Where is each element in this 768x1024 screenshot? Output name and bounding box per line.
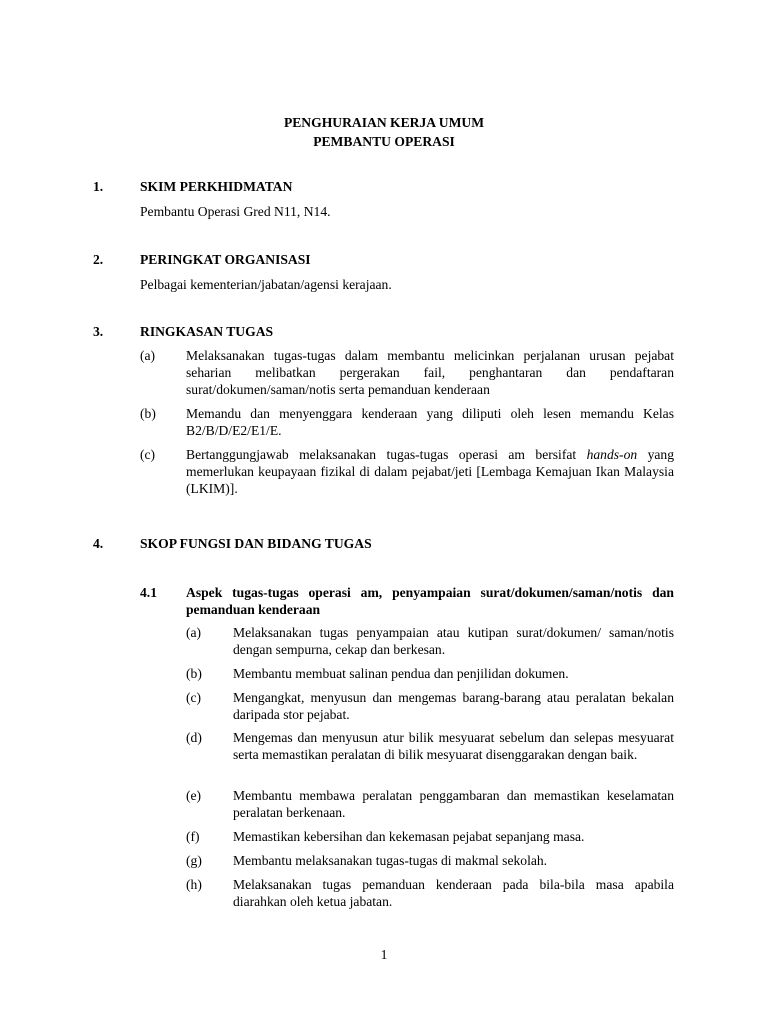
subsection-item-e-label: (e) bbox=[186, 788, 202, 803]
subsection-item-c-text: Mengangkat, menyusun dan mengemas barang-barang atau peralatan bekalan daripada stor pejabat. bbox=[233, 690, 674, 723]
subsection-item-d-text: Mengemas dan menyusun atur bilik mesyuarat sebelum dan selepas mesyuarat serta memastikan peralatan di bilik mesyuarat disenggarakan dengan baik. bbox=[233, 730, 674, 763]
section-2-body: Pelbagai kementerian/jabatan/agensi kerajaan. bbox=[140, 277, 392, 292]
section-2-number: 2. bbox=[93, 252, 104, 267]
section-3-item-a-text: Melaksanakan tugas-tugas dalam membantu melicinkan perjalanan urusan pejabat seharian melibatkan pergerakan fail, penghantaran dan pendaftaran surat/dokumen/saman/notis serta pemanduan kenderaan bbox=[186, 348, 674, 398]
section-3-item-c-text: Bertanggungjawab melaksanakan tugas-tugas operasi am bersifat hands-on yang memerlukan keupayaan fizikal di dalam pejabat/jeti [Lembaga Kemajuan Ikan Malaysia (LKIM)]. bbox=[186, 447, 674, 497]
subsection-item-h-text: Melaksanakan tugas pemanduan kenderaan pada bila-bila masa apabila diarahkan oleh ketua jabatan. bbox=[233, 877, 674, 910]
section-3-item-b-label: (b) bbox=[140, 406, 156, 421]
subsection-item-c-label: (c) bbox=[186, 690, 202, 705]
section-3-item-b-text: Memandu dan menyenggara kenderaan yang diliputi oleh lesen memandu Kelas B2/B/D/E2/E1/E. bbox=[186, 406, 674, 439]
section-3-number: 3. bbox=[93, 324, 104, 339]
subsection-item-b-text: Membantu membuat salinan pendua dan penjilidan dokumen. bbox=[233, 666, 569, 681]
subsection-4-1-number: 4.1 bbox=[140, 585, 157, 600]
section-4-number: 4. bbox=[93, 536, 104, 551]
subsection-item-f-text: Memastikan kebersihan dan kekemasan pejabat sepanjang masa. bbox=[233, 829, 585, 844]
section-1-body: Pembantu Operasi Gred N11, N14. bbox=[140, 204, 331, 219]
section-3-item-a-label: (a) bbox=[140, 348, 156, 363]
subsection-item-f-label: (f) bbox=[186, 829, 200, 844]
section-1-heading: SKIM PERKHIDMATAN bbox=[140, 179, 293, 194]
subsection-item-a-label: (a) bbox=[186, 625, 202, 640]
section-3-heading: RINGKASAN TUGAS bbox=[140, 324, 274, 339]
section-3-item-c-italic: hands-on bbox=[586, 447, 638, 462]
subsection-item-g-text: Membantu melaksanakan tugas-tugas di makmal sekolah. bbox=[233, 853, 548, 868]
page-number: 1 bbox=[380, 947, 388, 962]
subsection-item-b-label: (b) bbox=[186, 666, 202, 681]
subsection-4-1-heading: Aspek tugas-tugas operasi am, penyampaian surat/dokumen/saman/notis dan pemanduan kenderaan bbox=[186, 585, 674, 618]
section-4-heading: SKOP FUNGSI DAN BIDANG TUGAS bbox=[140, 536, 372, 551]
section-2-heading: PERINGKAT ORGANISASI bbox=[140, 252, 311, 267]
document-subtitle: PEMBANTU OPERASI bbox=[313, 134, 455, 149]
subsection-item-e-text: Membantu membawa peralatan penggambaran dan memastikan keselamatan peralatan berkenaan. bbox=[233, 788, 674, 821]
subsection-item-a-text: Melaksanakan tugas penyampaian atau kutipan surat/dokumen/ saman/notis dengan sempurna, cekap dan berkesan. bbox=[233, 625, 674, 658]
document-title: PENGHURAIAN KERJA UMUM bbox=[283, 115, 485, 130]
subsection-item-h-label: (h) bbox=[186, 877, 202, 892]
section-3-item-c-label: (c) bbox=[140, 447, 156, 462]
subsection-item-d-label: (d) bbox=[186, 730, 202, 745]
section-1-number: 1. bbox=[93, 179, 104, 194]
subsection-item-g-label: (g) bbox=[186, 853, 202, 868]
